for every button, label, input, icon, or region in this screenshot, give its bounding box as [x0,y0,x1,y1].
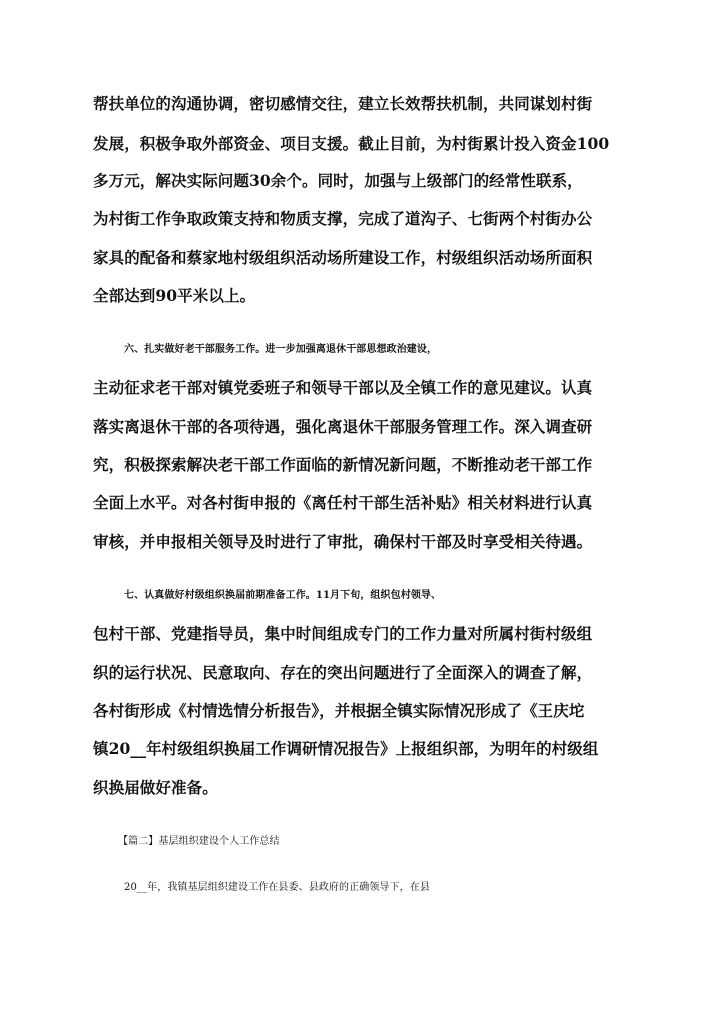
paragraph-line: 主动征求老干部对镇党委班子和领导干部以及全镇工作的意见建议。认真 [93,378,593,397]
paragraph-line: 七、认真做好村级组织换届前期准备工作。11月下旬，组织包村领导、 [124,590,442,601]
paragraph-line: 落实离退休干部的各项待遇，强化离退休干部服务管理工作。深入调查研 [93,417,593,436]
paragraph-line: 发展，积极争取外部资金、项目支援。截止目前，为村街累计投入资金100 [93,134,610,153]
paragraph-line: 织换届做好准备。 [93,778,218,797]
paragraph-line: 织的运行状况、民意取向、存在的突出问题进行了全面深入的调查了解， [93,663,593,682]
paragraph-line: 全面上水平。对各村街申报的《离任村干部生活补贴》相关材料进行认真 [93,493,593,512]
paragraph-line: 全部达到90平米以上。 [93,286,256,305]
section-heading: 【篇二】基层组织建设个人工作总结 [118,836,280,847]
paragraph-line: 20__年，我镇基层组织建设工作在县委、县政府的正确领导下，在县 [124,882,430,893]
paragraph-line: 各村街形成《村情选情分析报告》，并根据全镇实际情况形成了《王庆坨 [93,701,585,720]
paragraph-line: 家具的配备和蔡家地村级组织活动场所建设工作，村级组织活动场所面积 [93,248,593,267]
paragraph-line: 六、扎实做好老干部服务工作。进一步加强离退休干部思想政治建设， [124,344,438,355]
paragraph-line: 包村干部、党建指导员，集中时间组成专门的工作力量对所属村街村级组 [93,624,593,643]
paragraph-line: 镇20__年村级组织换届工作调研情况报告》上报组织部，为明年的村级组 [93,739,599,758]
paragraph-line: 帮扶单位的沟通协调，密切感情交往，建立长效帮扶机制，共同谋划村街 [93,94,593,113]
paragraph-line: 究，积极探索解决老干部工作面临的新情况新问题，不断推动老干部工作 [93,455,593,474]
paragraph-line: 审核，并申报相关领导及时进行了审批，确保村干部及时享受相关待遇。 [93,532,593,551]
paragraph-line: 为村街工作争取政策支持和物质支撑，完成了道沟子、七街两个村街办公 [93,209,593,228]
paragraph-line: 多万元，解决实际问题30余个。同时，加强与上级部门的经常性联系， [93,171,583,190]
